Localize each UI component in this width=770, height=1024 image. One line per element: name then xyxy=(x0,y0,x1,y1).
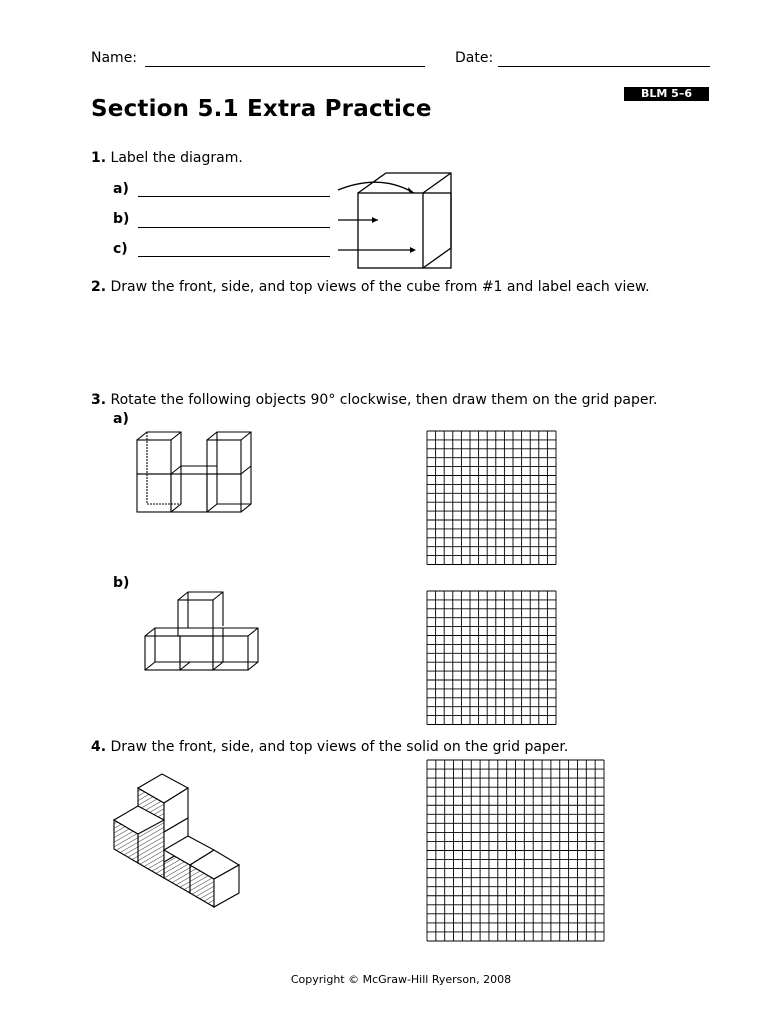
cube-diagram xyxy=(330,165,460,275)
question-3-number: 3. xyxy=(91,392,107,408)
page-title: Section 5.1 Extra Practice xyxy=(91,96,432,122)
name-label: Name: xyxy=(91,50,138,66)
q3a-grid-paper[interactable] xyxy=(427,431,557,566)
question-4 xyxy=(91,739,568,755)
q4-isometric-solid xyxy=(112,760,247,915)
question-1-number: 1. xyxy=(91,150,107,166)
q1-answer-a-line[interactable] xyxy=(138,196,330,197)
name-field[interactable] xyxy=(145,66,425,67)
question-1-text: Label the diagram. xyxy=(110,150,243,166)
question-2 xyxy=(91,279,650,295)
date-field[interactable] xyxy=(498,66,710,67)
question-4-number: 4. xyxy=(91,739,107,755)
q3b-object-drawing xyxy=(143,590,263,675)
question-3 xyxy=(91,392,657,408)
copyright-footer: Copyright © McGraw-Hill Ryerson, 2008 xyxy=(290,973,512,986)
question-2-number: 2. xyxy=(91,279,107,295)
question-1 xyxy=(91,150,243,166)
q4-grid-paper[interactable] xyxy=(427,760,605,942)
q1-part-c-label: c) xyxy=(113,241,128,257)
q1-answer-c-line[interactable] xyxy=(138,256,330,257)
q3b-grid-paper[interactable] xyxy=(427,591,557,726)
question-2-text: Draw the front, side, and top views of the cube from #1 and label each view. xyxy=(110,279,650,295)
q3-part-a-label: a) xyxy=(113,411,129,427)
q1-part-b-label: b) xyxy=(113,211,130,227)
question-3-text: Rotate the following objects 90° clockwise, then draw them on the grid paper. xyxy=(110,392,658,408)
q1-answer-b-line[interactable] xyxy=(138,227,330,228)
question-4-text: Draw the front, side, and top views of the solid on the grid paper. xyxy=(110,739,569,755)
q3-part-b-label: b) xyxy=(113,575,130,591)
blm-badge: BLM 5–6 xyxy=(624,87,709,101)
q1-part-a-label: a) xyxy=(113,181,129,197)
q3a-object-drawing xyxy=(135,430,255,520)
date-label: Date: xyxy=(455,50,494,66)
